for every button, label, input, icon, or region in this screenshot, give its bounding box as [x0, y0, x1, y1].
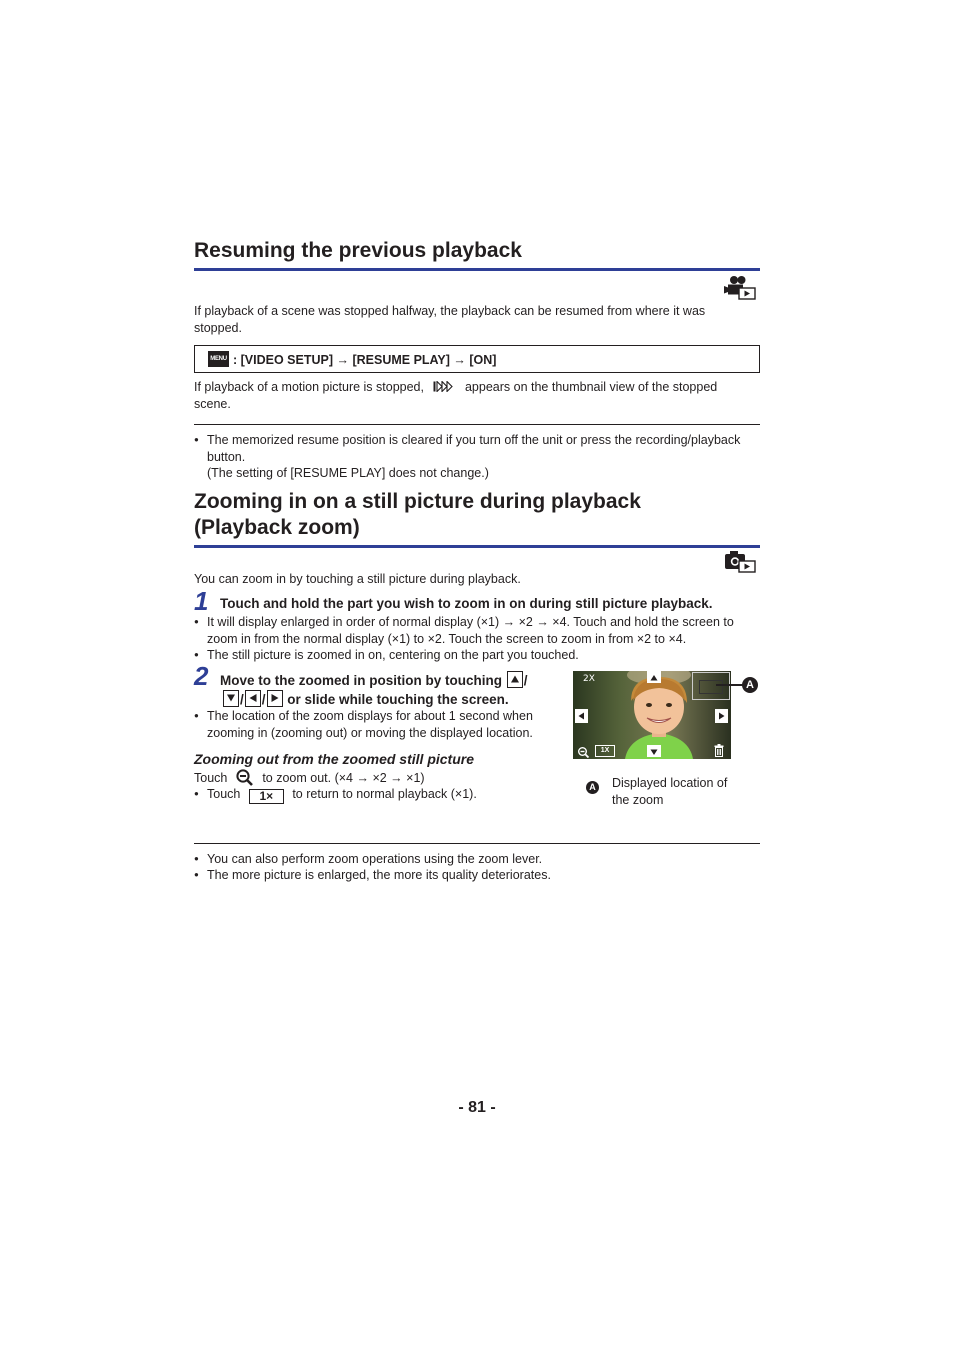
zoom-out-icon: [235, 769, 255, 785]
slash: /: [240, 692, 244, 707]
zoom-out-title: Zooming out from the zoomed still picture: [194, 751, 474, 767]
slash: /: [261, 692, 266, 707]
step-2-bullet: ● The location of the zoom displays for about 1 second when zooming in (zooming out) or moving the displayed location.: [194, 708, 559, 741]
note-rule: [194, 424, 760, 425]
screen-1x-button[interactable]: 1X: [595, 745, 615, 757]
menu-path-box: [194, 345, 760, 373]
screen-down-button[interactable]: [647, 745, 661, 757]
zoom-location-frame: [699, 680, 723, 694]
normal-playback-button[interactable]: 1×: [249, 789, 284, 804]
motion-picture-playback-icon: [724, 274, 758, 302]
resume-note-end: appears on the thumbnail view of the stopped scene.: [194, 380, 718, 411]
trash-icon[interactable]: [712, 744, 726, 757]
screen-left-button[interactable]: [575, 709, 588, 723]
zoom-out-bullet-tail: to return to normal playback (×1).: [292, 787, 477, 801]
resume-note-start: If playback of a motion picture is stopped,: [194, 380, 424, 394]
playback-zoom-screen: [573, 671, 731, 759]
title-rule: [194, 268, 760, 271]
up-arrow-button[interactable]: [507, 671, 523, 688]
screen-right-button[interactable]: [715, 709, 728, 723]
footer-bullet: ● The more picture is enlarged, the more its quality deteriorates.: [194, 867, 760, 884]
menu-path: : [VIDEO SETUP] → [RESUME PLAY] → [ON]: [233, 353, 497, 367]
step-2-line2: or slide while touching the screen.: [287, 692, 509, 707]
zoom-out-touch-label: Touch: [194, 771, 228, 785]
zoom-out-text: [194, 769, 554, 787]
screen-up-button[interactable]: [647, 671, 661, 683]
callout-label: A: [742, 677, 758, 693]
menu-icon: MENU: [208, 351, 229, 367]
resume-note: [194, 379, 754, 412]
zoom-intro: You can zoom in by touching a still picture during playback.: [194, 572, 521, 586]
slash: /: [523, 673, 528, 688]
zoom-out-bullet: [194, 786, 554, 804]
resume-bullet-paren: (The setting of [RESUME PLAY] does not change.): [207, 466, 489, 480]
page-number: - 81 -: [458, 1099, 496, 1116]
resume-bullet: [194, 432, 760, 482]
zoom-out-touch-tail: to zoom out. (×4 → ×2 → ×1): [262, 771, 425, 785]
title-rule: [194, 545, 760, 548]
step-2-line1: Move to the zoomed in position by touching: [220, 673, 502, 688]
still-picture-playback-icon: [724, 549, 758, 575]
legend-line1: Displayed location of: [612, 776, 728, 790]
zoom-title-line2: (Playback zoom): [194, 516, 360, 539]
resume-bullet-text: The memorized resume position is cleared if you turn off the unit or press the recording/playback button.: [207, 433, 741, 464]
zoom-location-display: [692, 672, 730, 700]
step-1-bullet: ● The still picture is zoomed in on, centering on the part you touched.: [194, 647, 760, 664]
step-2-number: 2: [194, 661, 209, 691]
left-arrow-button[interactable]: [245, 690, 261, 707]
legend-marker: [586, 777, 599, 795]
step-1-text: Touch and hold the part you wish to zoom in on during still picture playback.: [220, 596, 713, 611]
zoom-out-bullet-prefix: Touch: [207, 787, 241, 801]
legend-letter: A: [586, 781, 599, 794]
down-arrow-button[interactable]: [223, 690, 239, 707]
step-2-text: [220, 671, 570, 709]
zoom-level-indicator: 2X: [583, 674, 595, 684]
legend-line2: the zoom: [612, 792, 664, 807]
resume-icon: [433, 380, 457, 391]
footer-bullet: ● You can also perform zoom operations using the zoom lever.: [194, 851, 760, 868]
footer-rule: [194, 843, 760, 844]
step-1-bullet: ● It will display enlarged in order of normal display (×1) → ×2 → ×4. Touch and hold the screen to zoom in from the normal display (×1) to ×2. Touch the screen to zoom in from ×2 to ×4.: [194, 614, 760, 647]
callout-line: [716, 684, 743, 686]
step-1-number: 1: [194, 586, 209, 616]
right-arrow-button[interactable]: [267, 690, 283, 707]
zoom-title-line1: Zooming in on a still picture during playback: [194, 490, 641, 513]
section-title-resume: Resuming the previous playback: [194, 239, 522, 262]
screen-zoom-out-icon[interactable]: [576, 745, 592, 757]
resume-intro: If playback of a scene was stopped halfway, the playback can be resumed from where it was stopped.: [194, 304, 706, 335]
section-title-zoom: [194, 489, 760, 541]
legend-text: [612, 775, 762, 808]
